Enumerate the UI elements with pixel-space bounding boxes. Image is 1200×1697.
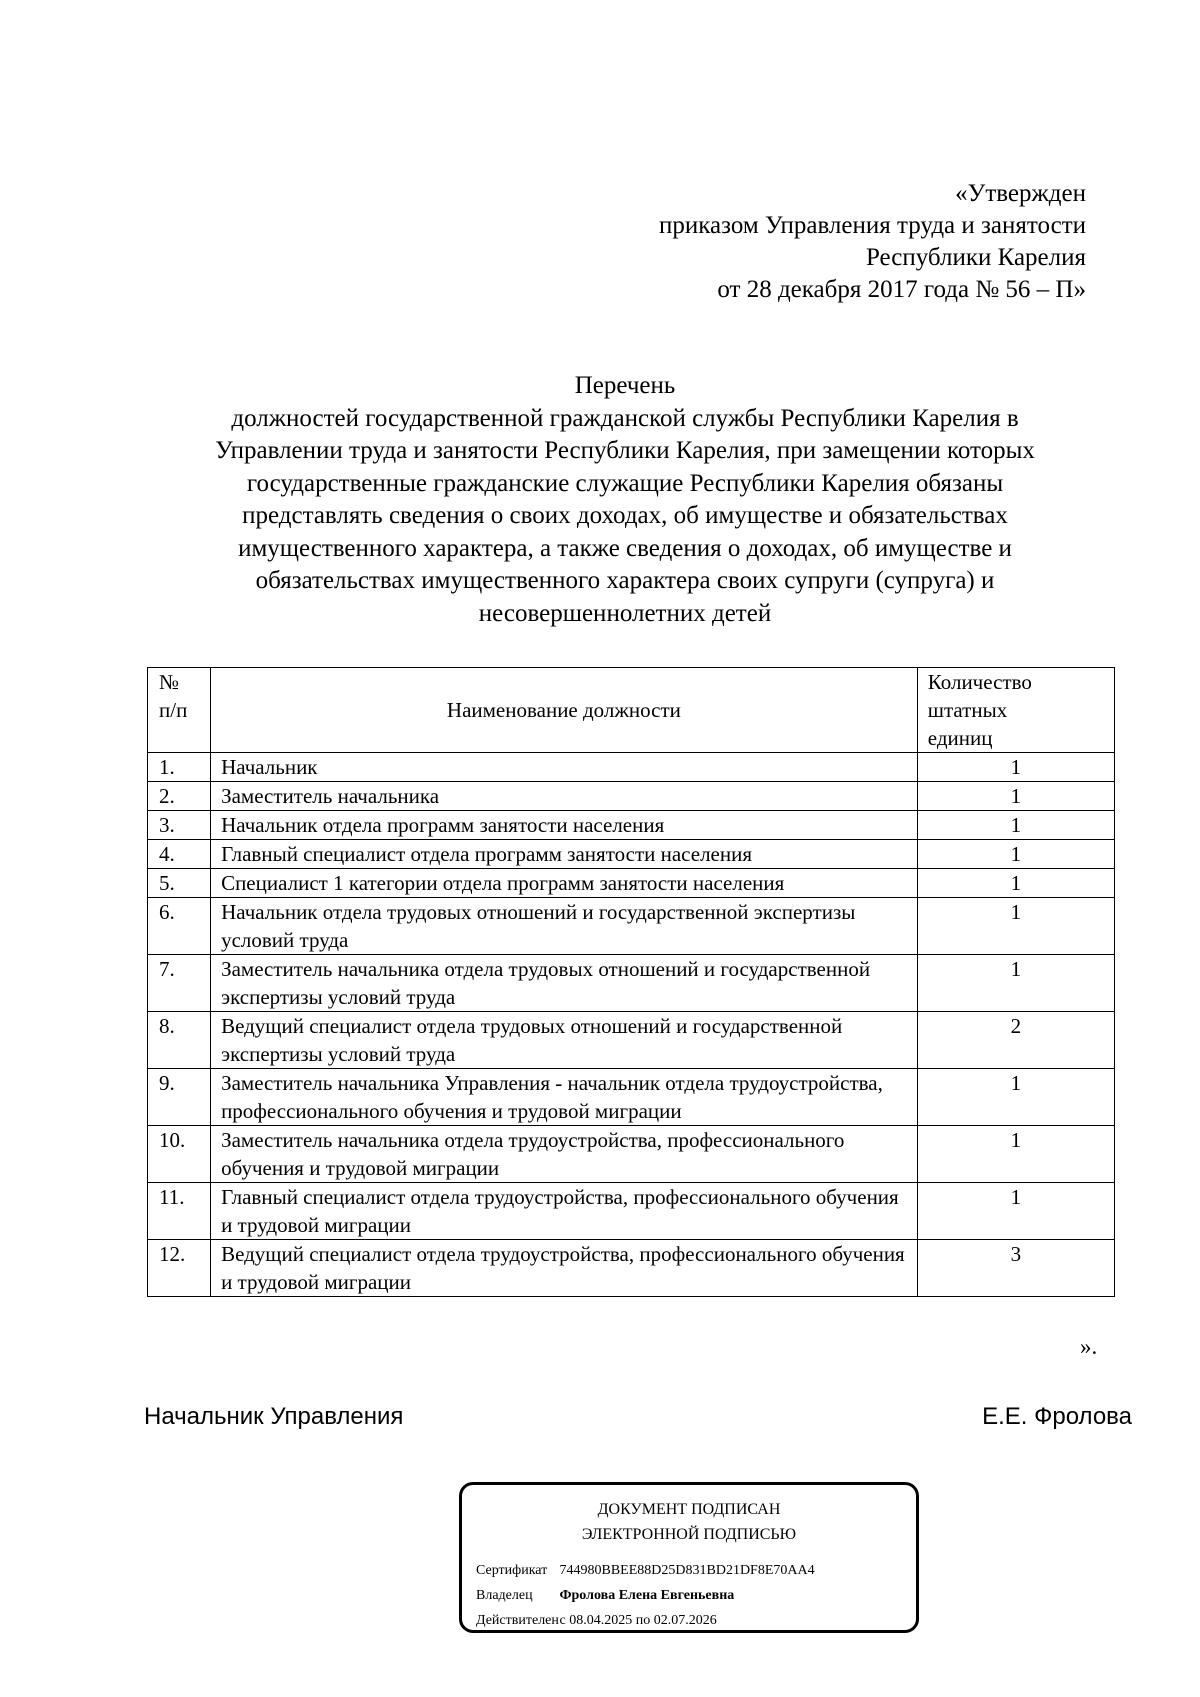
stamp-owner-label: Владелец xyxy=(476,1588,533,1603)
header-num-line2: п/п xyxy=(159,698,188,722)
row-count: 1 xyxy=(917,869,1114,898)
table-row xyxy=(148,898,1115,955)
row-count: 1 xyxy=(917,1069,1114,1126)
table-row xyxy=(148,1240,1115,1297)
table-row xyxy=(148,869,1115,898)
stamp-title-line: ЭЛЕКТРОННОЙ ПОДПИСЬЮ xyxy=(581,1526,797,1543)
row-num: 9. xyxy=(148,1069,211,1126)
table-row xyxy=(148,1126,1115,1183)
table-row xyxy=(148,955,1115,1012)
row-position: Заместитель начальника отдела трудовых отношений и государственной экспертизы условий труда xyxy=(211,955,918,1012)
closing-quote: ». xyxy=(1080,1334,1098,1359)
stamp-owner-row xyxy=(476,1588,734,1604)
approval-line: «Утвержден xyxy=(955,180,1086,207)
stamp-validity-row xyxy=(476,1613,717,1629)
stamp-title xyxy=(462,1497,916,1547)
row-count: 2 xyxy=(917,1012,1114,1069)
row-num: 1. xyxy=(148,753,211,782)
row-position: Начальник xyxy=(211,753,918,782)
stamp-title-line: ДОКУМЕНТ ПОДПИСАН xyxy=(597,1501,781,1518)
row-num: 3. xyxy=(148,811,211,840)
title-line: несовершеннолетних детей xyxy=(478,599,772,627)
title-line: должностей государственной гражданской службы Республики Карелия в xyxy=(231,404,1019,432)
row-count: 3 xyxy=(917,1240,1114,1297)
row-position: Главный специалист отдела программ занятости населения xyxy=(211,840,918,869)
row-count: 1 xyxy=(917,753,1114,782)
table-header-row xyxy=(148,668,1115,753)
table-row xyxy=(148,753,1115,782)
header-count-line1: Количество xyxy=(927,670,1032,694)
row-num: 4. xyxy=(148,840,211,869)
table-row xyxy=(148,1183,1115,1240)
row-position: Главный специалист отдела трудоустройства, профессионального обучения и трудовой миграции xyxy=(211,1183,918,1240)
stamp-certificate-value: 744980BBEE88D25D831BD21DF8E70AA4 xyxy=(559,1563,815,1578)
title-line: представлять сведения о своих доходах, об имуществе и обязательствах xyxy=(242,502,1008,529)
header-num xyxy=(148,668,211,753)
stamp-owner-value: Фролова Елена Евгеньевна xyxy=(559,1588,735,1603)
row-position: Заместитель начальника Управления - начальник отдела трудоустройства, профессионального обучения и трудовой миграции xyxy=(211,1069,918,1126)
approval-line: приказом Управления труда и занятости xyxy=(659,212,1086,239)
stamp-certificate-row xyxy=(476,1563,815,1579)
row-position: Специалист 1 категории отдела программ занятости населения xyxy=(211,869,918,898)
table-row xyxy=(148,782,1115,811)
row-position: Начальник отдела трудовых отношений и государственной экспертизы условий труда xyxy=(211,898,918,955)
row-num: 10. xyxy=(148,1126,211,1183)
row-num: 12. xyxy=(148,1240,211,1297)
title-heading: Перечень xyxy=(574,372,676,399)
title-line: Управлении труда и занятости Республики Карелия, при замещении которых xyxy=(215,437,1035,464)
title-line: государственные гражданские служащие Республики Карелия обязаны xyxy=(246,469,1004,497)
header-position-name: Наименование должности xyxy=(211,668,918,753)
header-num-line1: № xyxy=(159,670,180,694)
row-num: 7. xyxy=(148,955,211,1012)
table-row xyxy=(148,1069,1115,1126)
approval-line: от 28 декабря 2017 года № 56 – П» xyxy=(717,276,1086,303)
row-num: 8. xyxy=(148,1012,211,1069)
row-num: 6. xyxy=(148,898,211,955)
table-row xyxy=(148,840,1115,869)
row-count: 1 xyxy=(917,840,1114,869)
stamp-validity-value: с 08.04.2025 по 02.07.2026 xyxy=(559,1613,717,1628)
row-count: 1 xyxy=(917,1183,1114,1240)
table-row xyxy=(148,1012,1115,1069)
stamp-certificate-label: Сертификат xyxy=(476,1563,548,1578)
row-num: 11. xyxy=(148,1183,211,1240)
row-count: 1 xyxy=(917,782,1114,811)
header-count-line2: штатных xyxy=(927,698,1008,722)
row-count: 1 xyxy=(917,955,1114,1012)
title-line: обязательствах имущественного характера своих супруги (супруга) и xyxy=(255,567,995,594)
header-count-line3: единиц xyxy=(927,726,993,750)
row-count: 1 xyxy=(917,898,1114,955)
signatory-role: Начальник Управления xyxy=(144,1403,404,1430)
signatory-name: Е.Е. Фролова xyxy=(982,1403,1132,1430)
table-row xyxy=(148,811,1115,840)
row-count: 1 xyxy=(917,811,1114,840)
row-num: 5. xyxy=(148,869,211,898)
row-position: Ведущий специалист отдела трудоустройства, профессионального обучения и трудовой миграции xyxy=(211,1240,918,1297)
approval-block xyxy=(446,178,1086,306)
row-num: 2. xyxy=(148,782,211,811)
electronic-signature-stamp xyxy=(459,1482,919,1633)
row-position: Заместитель начальника отдела трудоустройства, профессионального обучения и трудовой миграции xyxy=(211,1126,918,1183)
row-count: 1 xyxy=(917,1126,1114,1183)
title-line: имущественного характера, а также сведения о доходах, об имуществе и xyxy=(238,534,1012,562)
stamp-validity-label: Действителен xyxy=(476,1613,559,1628)
approval-line: Республики Карелия xyxy=(865,244,1086,271)
row-position: Ведущий специалист отдела трудовых отношений и государственной экспертизы условий труда xyxy=(211,1012,918,1069)
positions-table xyxy=(147,667,1115,1297)
header-count xyxy=(917,668,1114,753)
document-title xyxy=(135,370,1115,630)
row-position: Заместитель начальника xyxy=(211,782,918,811)
row-position: Начальник отдела программ занятости населения xyxy=(211,811,918,840)
